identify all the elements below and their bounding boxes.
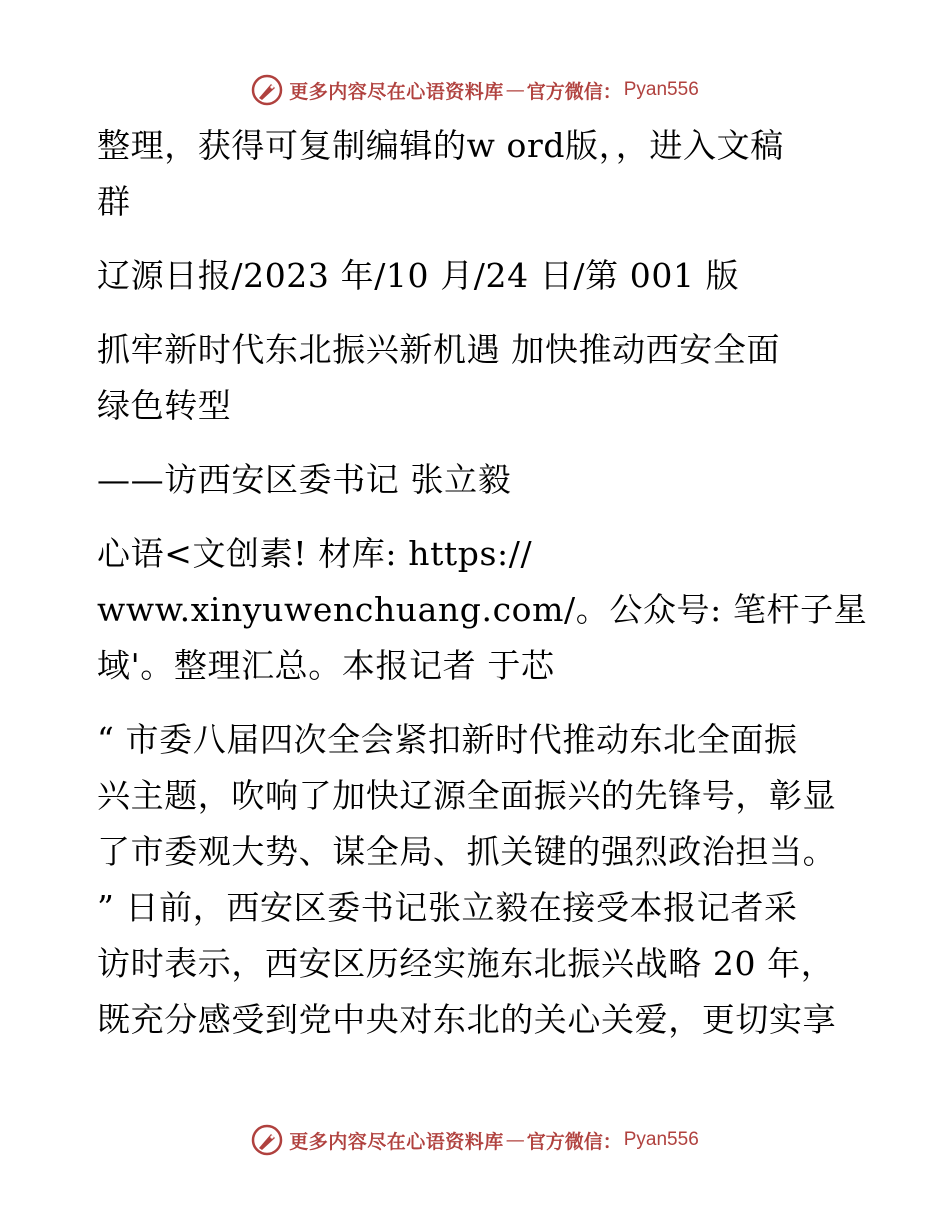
banner-wechat-id: Pyan556 <box>623 79 699 100</box>
text-line: ” 日前，西安区委书记张立毅在接受本报记者采 <box>97 888 798 927</box>
banner-wechat-label: 官方微信： <box>526 1130 622 1153</box>
banner-main-text: 更多内容尽在心语资料库 <box>289 80 504 103</box>
document-body <box>97 118 868 1048</box>
paragraph-body <box>97 712 857 1048</box>
paragraph-credit <box>97 526 868 694</box>
text-line: 既充分感受到党中央对东北的关心关爱，更切实享 <box>97 1000 837 1039</box>
banner-separator: — <box>505 79 525 101</box>
text-line: 兴主题，吹响了加快辽源全面振兴的先锋号，彰显 <box>97 776 837 815</box>
paragraph-source <box>97 248 857 304</box>
banner-wechat-id: Pyan556 <box>623 1129 699 1150</box>
banner-separator: — <box>505 1129 525 1151</box>
text-line: 群 <box>97 182 131 221</box>
text-line: 整理，获得可复制编辑的w ord版，，进入文稿 <box>97 126 784 165</box>
text-line: “ 市委八届四次全会紧扣新时代推动东北全面振 <box>97 720 798 759</box>
pen-nib-logo-icon <box>251 74 283 106</box>
header-banner <box>0 70 950 110</box>
footer-banner <box>0 1120 950 1160</box>
pen-nib-logo-icon <box>251 1124 283 1156</box>
text-line: 抓牢新时代东北振兴新机遇 加快推动西安全面 <box>97 330 781 369</box>
text-line: ——访西安区委书记 张立毅 <box>97 460 512 499</box>
paragraph-intro <box>97 118 857 230</box>
text-line: 域'。整理汇总。本报记者 于芯 <box>97 646 555 685</box>
text-line: 访时表示，西安区历经实施东北振兴战略 20 年， <box>97 944 835 983</box>
banner-main-text: 更多内容尽在心语资料库 <box>289 1130 504 1153</box>
text-line: 绿色转型 <box>97 386 232 425</box>
text-line: 辽源日报/2023 年/10 月/24 日/第 001 版 <box>97 256 740 295</box>
text-line: 心语<文创素! 材库: https:// <box>97 534 533 573</box>
article-title <box>97 322 857 434</box>
text-line: 了市委观大势、谋全局、抓关键的强烈政治担当。 <box>97 832 837 871</box>
text-line: www.xinyuwenchuang.com/。公众号: 笔杆子星 <box>97 590 868 629</box>
banner-wechat-label: 官方微信： <box>526 80 622 103</box>
article-subtitle <box>97 452 857 508</box>
